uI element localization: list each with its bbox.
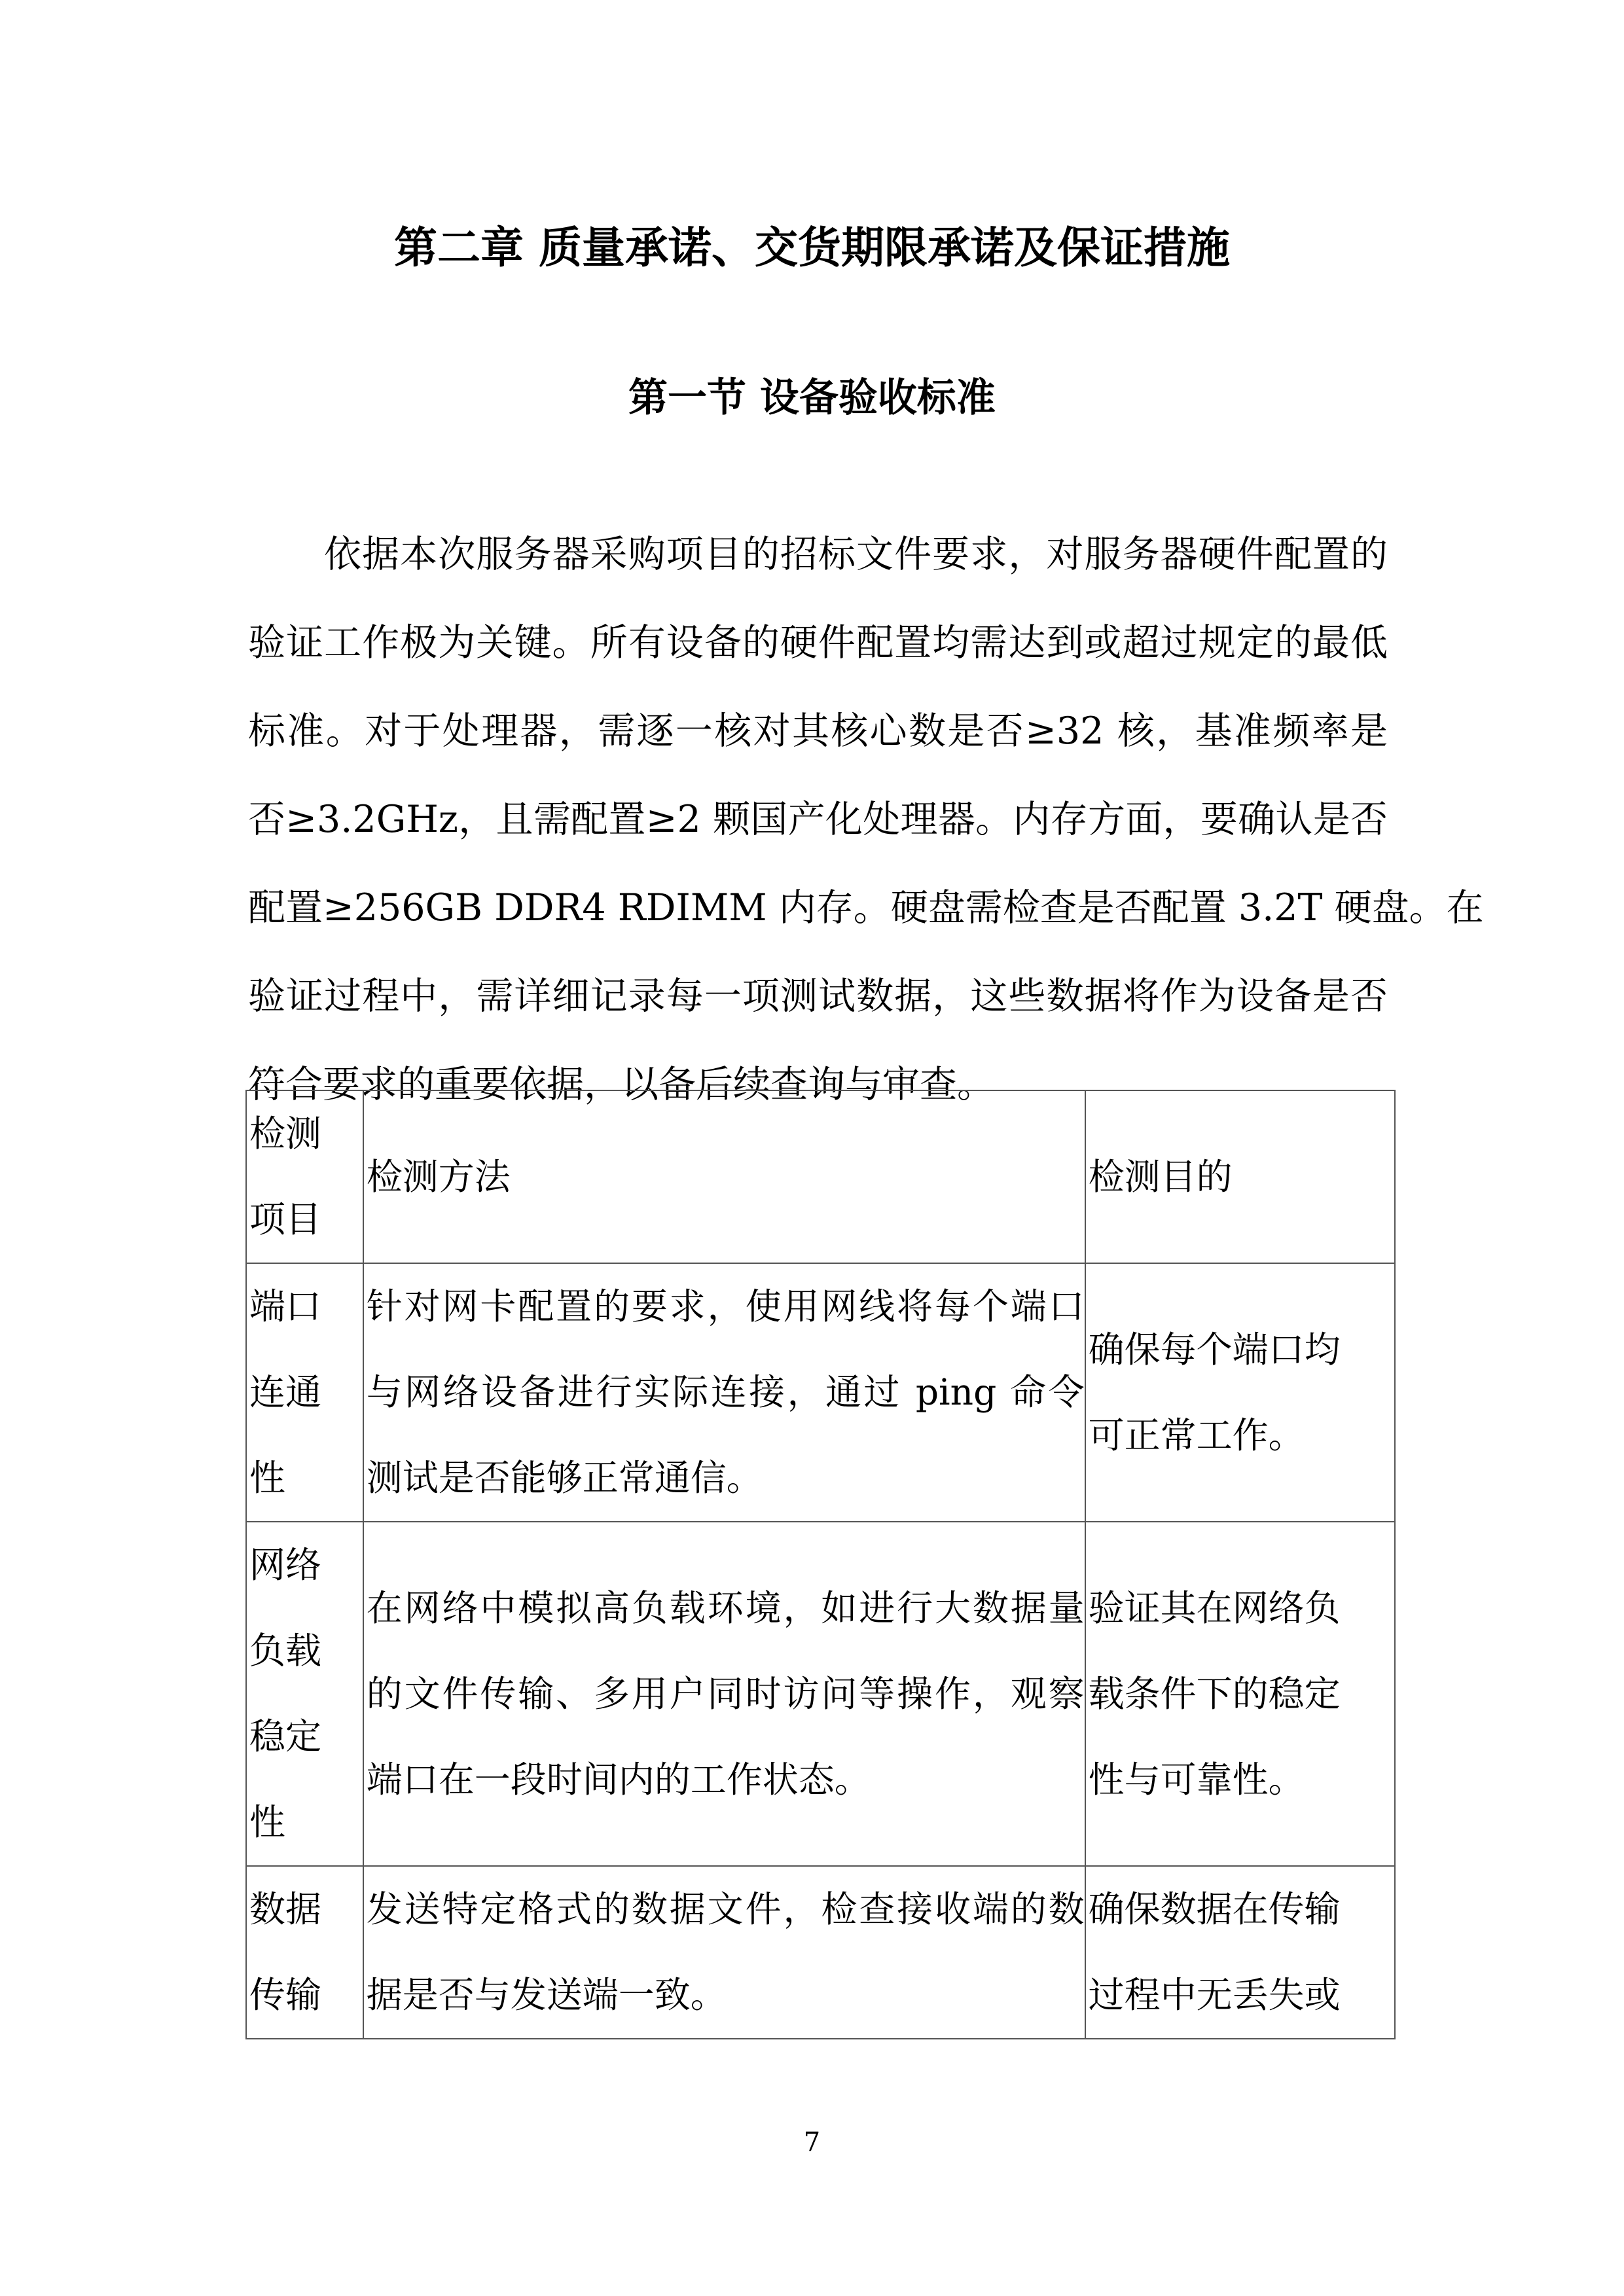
cell-line: 可正常工作。	[1088, 1414, 1305, 1456]
cell-line: 稳定	[249, 1715, 322, 1757]
cell-method	[363, 1522, 1085, 1866]
cell-line: 过程中无丢失或	[1088, 1974, 1341, 2016]
cell-line: 网络	[249, 1544, 322, 1586]
cell-item	[246, 1866, 363, 2039]
cell-line: 连通	[249, 1371, 322, 1413]
cell-line: 性	[249, 1457, 286, 1499]
cell-line: 检测目的	[1088, 1155, 1233, 1198]
cell-purpose	[1085, 1263, 1395, 1522]
cell-line: 检测	[249, 1113, 322, 1155]
cell-line: 传输	[249, 1974, 322, 2016]
header-purpose	[1085, 1090, 1395, 1263]
cell-item	[246, 1263, 363, 1522]
cell-line: 的文件传输、多用户同时访问等操作，观察	[366, 1672, 1085, 1715]
header-method	[363, 1090, 1085, 1263]
paragraph-line: 配置≥256GB DDR4 RDIMM 内存。硬盘需检查是否配置 3.2T 硬盘。在	[248, 886, 1484, 929]
cell-line: 测试是否能够正常通信。	[366, 1457, 763, 1499]
table-row	[246, 1866, 1395, 2039]
cell-line: 性	[249, 1801, 286, 1843]
body-paragraph	[248, 511, 1484, 1129]
page-number: 7	[803, 2127, 821, 2157]
cell-line: 与网络设备进行实际连接，通过 ping 命令	[366, 1371, 1085, 1413]
chapter-title: 第二章 质量承诺、交货期限承诺及保证措施	[394, 222, 1230, 273]
paragraph-line: 符合要求的重要依据，以备后续查询与审查。	[248, 1063, 994, 1106]
cell-line: 验证其在网络负	[1088, 1587, 1341, 1629]
paragraph-line: 验证工作极为关键。所有设备的硬件配置均需达到或超过规定的最低	[248, 621, 1388, 664]
inspection-table	[245, 1090, 1396, 2039]
cell-method	[363, 1866, 1085, 2039]
cell-line: 端口在一段时间内的工作状态。	[366, 1758, 871, 1801]
table-row	[246, 1263, 1395, 1522]
paragraph-line: 依据本次服务器采购项目的招标文件要求，对服务器硬件配置的	[324, 533, 1388, 576]
paragraph-line: 否≥3.2GHz，且需配置≥2 颗国产化处理器。内存方面，要确认是否	[248, 798, 1388, 841]
cell-line: 确保每个端口均	[1088, 1328, 1341, 1371]
cell-purpose	[1085, 1522, 1395, 1866]
cell-line: 确保数据在传输	[1088, 1888, 1341, 1930]
paragraph-line: 验证过程中，需详细记录每一项测试数据，这些数据将作为设备是否	[248, 975, 1388, 1018]
cell-line: 检测方法	[366, 1155, 511, 1198]
cell-line: 针对网卡配置的要求，使用网线将每个端口	[366, 1285, 1085, 1327]
cell-line: 端口	[249, 1285, 322, 1327]
table-row	[246, 1522, 1395, 1866]
cell-line: 载条件下的稳定	[1088, 1672, 1341, 1715]
cell-line: 发送特定格式的数据文件，检查接收端的数	[366, 1888, 1085, 1930]
cell-line: 性与可靠性。	[1088, 1758, 1305, 1801]
table-header-row	[246, 1090, 1395, 1263]
cell-line: 据是否与发送端一致。	[366, 1974, 727, 2016]
cell-line: 项目	[249, 1198, 322, 1240]
header-item	[246, 1090, 363, 1263]
cell-line: 数据	[249, 1888, 322, 1930]
cell-method	[363, 1263, 1085, 1522]
cell-item	[246, 1522, 363, 1866]
section-title: 第一节 设备验收标准	[628, 375, 996, 421]
cell-purpose	[1085, 1866, 1395, 2039]
cell-line: 负载	[249, 1630, 322, 1672]
cell-line: 在网络中模拟高负载环境，如进行大数据量	[366, 1587, 1085, 1629]
paragraph-line: 标准。对于处理器，需逐一核对其核心数是否≥32 核，基准频率是	[248, 709, 1388, 753]
